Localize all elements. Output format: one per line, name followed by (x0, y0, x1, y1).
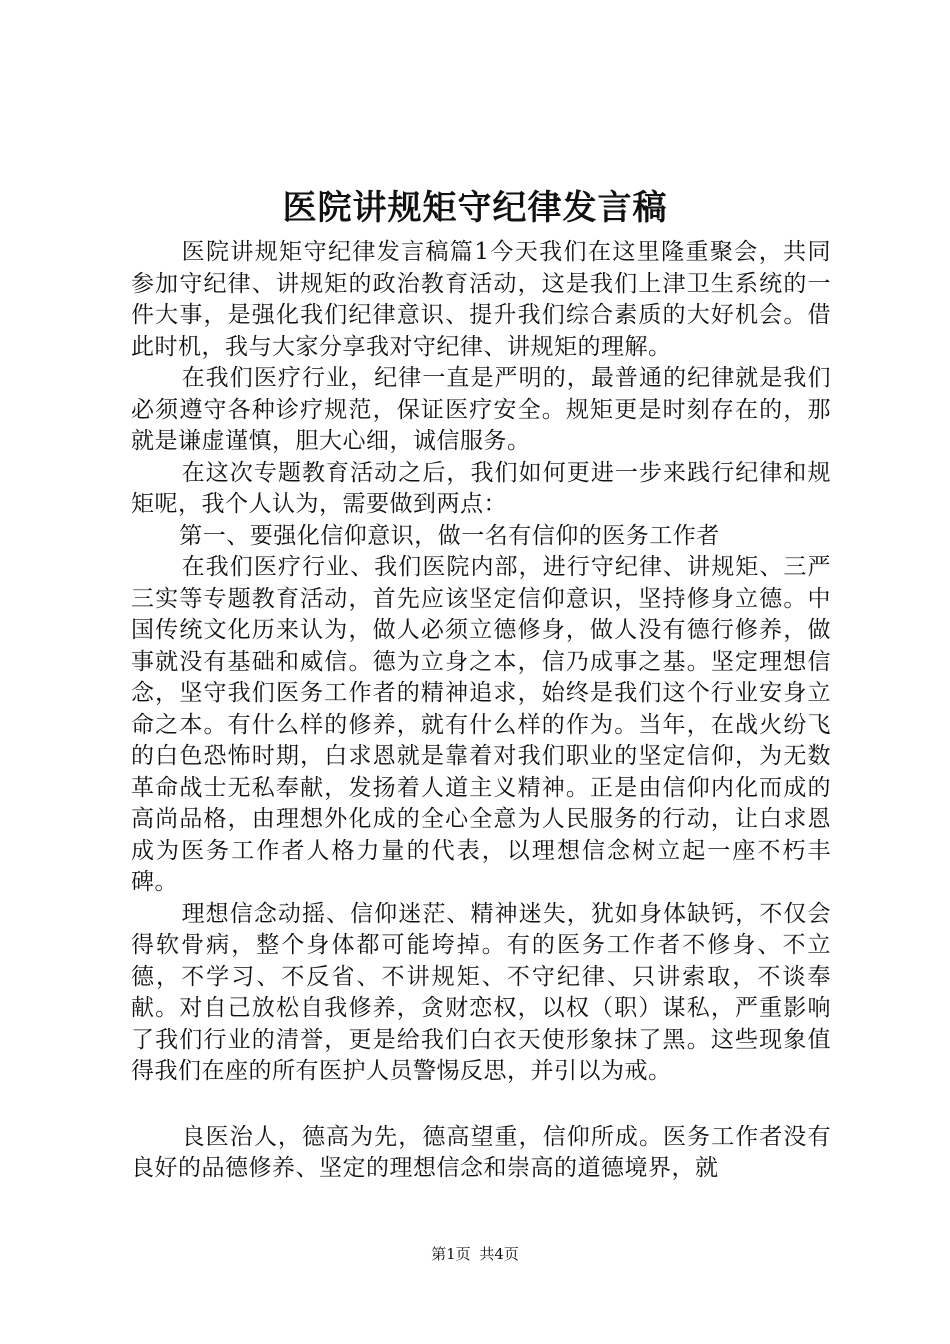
paragraph-faith: 在我们医疗行业、我们医院内部，进行守纪律、讲规矩、三严三实等专题教育活动，首先应该坚定信仰意识，坚持修身立德。中国传统文化历来认为，做人必须立德修身，做人没有德行修养，做事就没有基础和威信。德为立身之本，信乃成事之基。坚定理想信念，坚守我们医务工作者的精神追求，始终是我们这个行业安身立命之本。有什么样的修养，就有什么样的作为。当年，在战火纷飞的白色恐怖时期，白求恩就是靠着对我们职业的坚定信仰，为无数革命战士无私奉献，发扬着人道主义精神。正是由信仰内化而成的高尚品格，由理想外化成的全心全意为人民服务的行动，让白求恩成为医务工作者人格力量的代表，以理想信念树立起一座不朽丰碑。 (131, 554, 831, 895)
page-footer (0, 1244, 950, 1264)
paragraph-two-points: 在这次专题教育活动之后，我们如何更进一步来践行纪律和规矩呢，我个人认为，需要做到两点： (131, 459, 831, 517)
page-number: 第1页 (431, 1245, 471, 1263)
page-total: 共4页 (479, 1245, 519, 1263)
paragraph-ideals: 理想信念动摇、信仰迷茫、精神迷失，犹如身体缺钙，不仅会得软骨病，整个身体都可能垮掉。有的医务工作者不修身、不立德，不学习、不反省、不讲规矩、不守纪律、只讲索取，不谈奉献。对自己放松自我修养，贪财恋权，以权（职）谋私，严重影响了我们行业的清誉，更是给我们白衣天使形象抹了黑。这些现象值得我们在座的所有医护人员警惕反思，并引以为戒。 (131, 900, 831, 1084)
paragraph-virtue: 良医治人，德高为先，德高望重，信仰所成。医务工作者没有良好的品德修养、坚定的理想信念和崇高的道德境界，就 (131, 1123, 831, 1181)
document-body (131, 237, 831, 1185)
section-heading-first: 第一、要强化信仰意识，做一名有信仰的医务工作者 (179, 522, 720, 549)
document-title: 医院讲规矩守纪律发言稿 (282, 188, 668, 228)
paragraph-intro: 医院讲规矩守纪律发言稿篇1今天我们在这里隆重聚会，共同参加守纪律、讲规矩的政治教育活动，这是我们上津卫生系统的一件大事，是强化我们纪律意识、提升我们综合素质的大好机会。借此时机，我与大家分享我对守纪律、讲规矩的理解。 (131, 239, 831, 360)
paragraph-discipline: 在我们医疗行业，纪律一直是严明的，最普通的纪律就是我们必须遵守各种诊疗规范，保证医疗安全。规矩更是时刻存在的，那就是谦虚谨慎，胆大心细，诚信服务。 (131, 365, 831, 454)
